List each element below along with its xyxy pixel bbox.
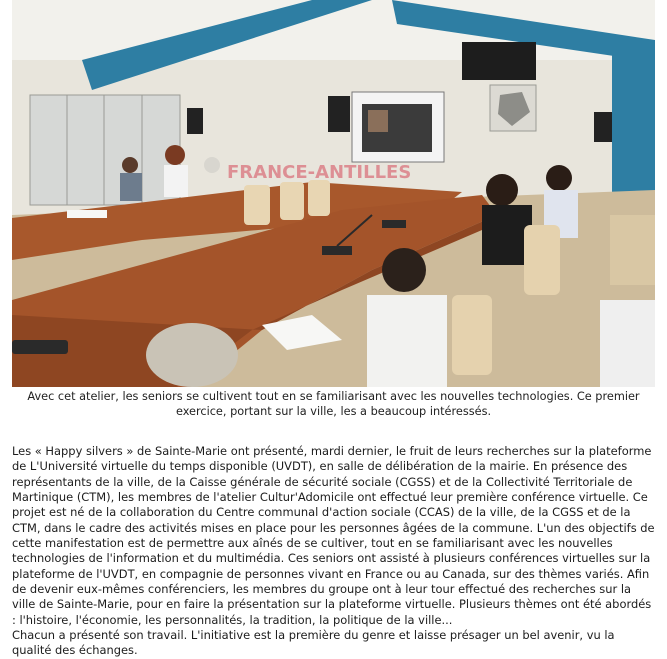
article-paragraph: Chacun a présenté son travail. L'initiative est la première du genre et laisse présager un bel avenir, vu la qualité des échanges. xyxy=(12,628,615,658)
photo-watermark: FRANCE-ANTILLES xyxy=(227,162,412,183)
article-body xyxy=(12,444,657,659)
conference-room-illustration xyxy=(12,0,655,387)
article-photo xyxy=(12,0,655,387)
article-paragraph: Les « Happy silvers » de Sainte-Marie ont présenté, mardi dernier, le fruit de leurs recherches sur la plateforme de L'Université virtuelle du temps disponible (UVDT), en salle de délibération de la mairie. En présence des représentants de la ville, de la Caisse générale de sécurité sociale (CGSS) et de la Collectivité Territoriale de Martinique (CTM), les membres de l'atelier Cultur'Adomicile ont effectué leur première conférence virtuelle. Ce projet est né de la collaboration du Centre communal d'action sociale (CCAS) de la ville, de la CGSS et de la CTM, dans le cadre des activités mises en place pour les personnes âgées de la commune. L'un des objectifs de cette manifestation est de permettre aux aînés de se cultiver, tout en se familiarisant avec les nouvelles technologies de l'information et du multimédia. Ces seniors ont assisté à plusieurs conférences virtuelles sur la plateforme de l'UVDT, en compagnie de personnes vivant en France ou au Canada, sur des thèmes variés. Afin de devenir eux-mêmes conférenciers, les membres du groupe ont à leur tour effectué des recherches sur la ville de Sainte-Marie, pour en faire la présentation sur la plateforme virtuelle. Plusieurs thèmes ont été abordés : l'histoire, l'économie, les personnalités, la tradition, la politique de la ville... xyxy=(12,444,655,627)
photo-caption: Avec cet atelier, les seniors se cultivent tout en se familiarisant avec les nouvelles technologies. Ce premier exercice, portant sur la ville, les a beaucoup intéressés. xyxy=(27,390,640,418)
